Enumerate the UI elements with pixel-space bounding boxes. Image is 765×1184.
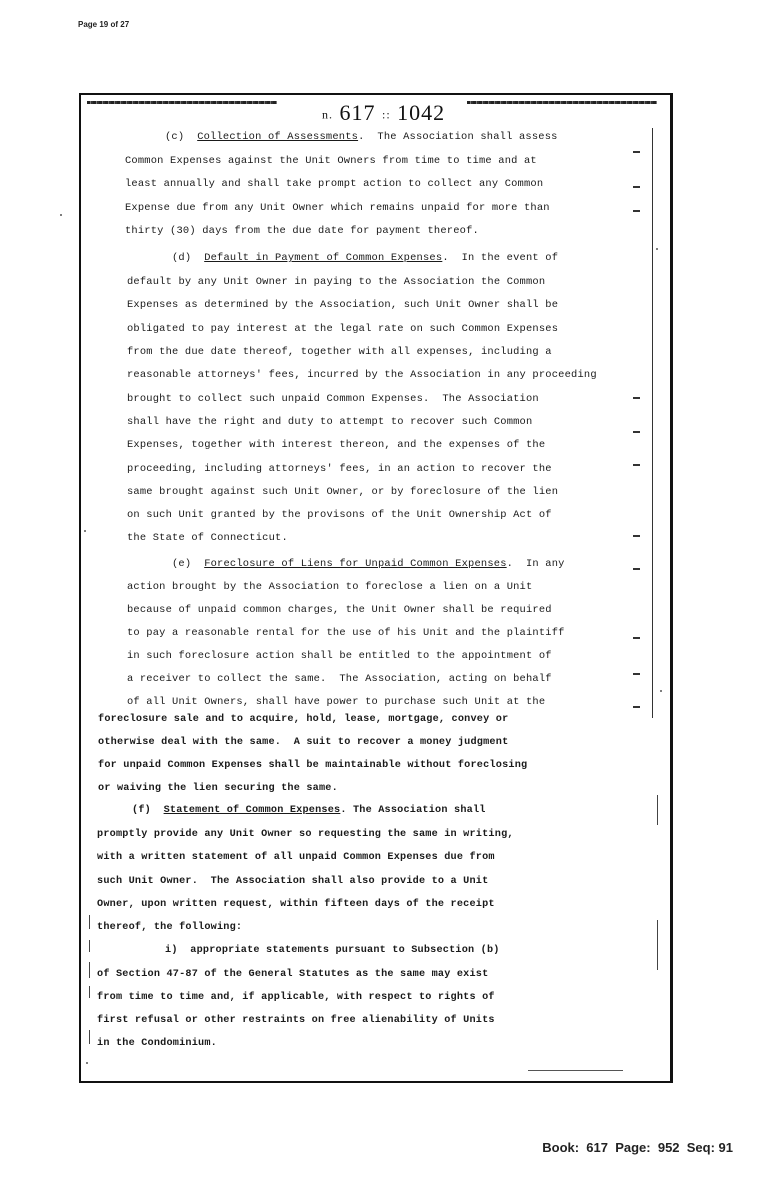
text-run: (e)	[172, 558, 205, 570]
text-run: brought to collect such unpaid Common Expenses. The Association	[127, 393, 539, 405]
margin-dash	[633, 397, 640, 399]
text-run: such Unit Owner. The Association shall also provide to a Unit	[97, 876, 489, 887]
text-run: reasonable attorneys' fees, incurred by the Association in any proceeding	[127, 369, 597, 381]
text-line	[127, 695, 545, 709]
scan-speck	[660, 690, 662, 692]
text-line	[125, 201, 550, 215]
text-line	[98, 713, 508, 727]
text-run: least annually and shall take prompt action to collect any Common	[125, 178, 544, 190]
scan-speck	[60, 214, 62, 216]
text-line	[127, 275, 545, 289]
margin-dash	[633, 706, 640, 708]
text-line	[98, 736, 508, 750]
text-run: obligated to pay interest at the legal rate on such Common Expenses	[127, 323, 559, 335]
margin-tick	[89, 962, 90, 978]
margin-tick	[89, 940, 90, 952]
text-line	[98, 782, 338, 796]
text-line	[127, 392, 539, 406]
text-line	[97, 875, 488, 889]
text-line	[127, 438, 545, 452]
text-run: of all Unit Owners, shall have power to purchase such Unit at the	[127, 696, 546, 708]
text-line	[97, 921, 242, 935]
text-run: first refusal or other restraints on free alienability of Units	[97, 1015, 495, 1026]
text-line	[127, 603, 552, 617]
text-run: (d)	[172, 252, 205, 264]
page-number-label: Page 19 of 27	[78, 20, 130, 29]
text-line	[97, 991, 495, 1005]
text-run: the State of Connecticut.	[127, 532, 288, 544]
text-run: . The Association shall assess	[358, 131, 558, 143]
margin-tick	[89, 986, 90, 998]
text-run: because of unpaid common charges, the Unit Owner shall be required	[127, 604, 552, 616]
margin-dash	[633, 673, 640, 675]
text-run: (c)	[165, 131, 198, 143]
margin-dash	[633, 210, 640, 212]
text-run: a receiver to collect the same. The Association, acting on behalf	[127, 673, 552, 685]
text-run: proceeding, including attorneys' fees, in an action to recover the	[127, 463, 552, 475]
book-page-stamp	[322, 100, 445, 126]
margin-tick	[89, 915, 90, 929]
text-run: promptly provide any Unit Owner so requesting the same in writing,	[97, 829, 514, 840]
text-run: Expense due from any Unit Owner which remains unpaid for more than	[125, 202, 550, 214]
text-run: or waiving the lien securing the same.	[98, 783, 338, 794]
margin-dash	[633, 151, 640, 153]
margin-dash	[633, 464, 640, 466]
text-line	[127, 298, 558, 312]
text-run: thirty (30) days from the due date for payment thereof.	[125, 225, 479, 237]
text-line	[97, 1014, 495, 1028]
text-line	[127, 672, 552, 686]
text-run: shall have the right and duty to attempt to recover such Common	[127, 416, 533, 428]
text-run: (f)	[132, 805, 164, 816]
text-run: from the due date thereof, together with all expenses, including a	[127, 346, 552, 358]
text-run: otherwise deal with the same. A suit to recover a money judgment	[98, 737, 509, 748]
header-rule-right	[467, 101, 657, 104]
text-run: . In any	[506, 558, 565, 570]
scan-speck	[656, 248, 658, 250]
margin-bar	[652, 128, 653, 718]
text-run: . The Association shall	[340, 805, 486, 816]
scan-speck	[86, 1062, 88, 1064]
text-line	[97, 1037, 217, 1051]
text-run: Expenses as determined by the Association, such Unit Owner shall be	[127, 299, 559, 311]
text-run: on such Unit granted by the provisons of the Unit Ownership Act of	[127, 509, 552, 521]
text-line	[127, 626, 565, 640]
section-heading: Statement of Common Expenses	[163, 805, 341, 816]
text-line	[127, 345, 552, 359]
text-run: action brought by the Association to foreclose a lien on a Unit	[127, 581, 533, 593]
margin-dash	[633, 535, 640, 537]
text-run: Owner, upon written request, within fifteen days of the receipt	[97, 899, 495, 910]
stamp-page-number: 1042	[397, 100, 446, 125]
text-line	[127, 485, 558, 499]
text-line	[127, 508, 552, 522]
header-rule-left	[87, 101, 277, 104]
text-run: of Section 47-87 of the General Statutes as the same may exist	[97, 969, 489, 980]
text-line	[132, 804, 486, 818]
text-line	[165, 944, 500, 958]
text-line	[127, 415, 532, 429]
text-line	[98, 759, 527, 773]
text-line	[127, 322, 558, 336]
text-run: same brought against such Unit Owner, or by foreclosure of the lien	[127, 486, 559, 498]
text-run: foreclosure sale and to acquire, hold, lease, mortgage, convey or	[98, 714, 509, 725]
text-run: Expenses, together with interest thereon, and the expenses of the	[127, 439, 546, 451]
text-run: for unpaid Common Expenses shall be maintainable without foreclosing	[98, 760, 528, 771]
margin-dash	[633, 637, 640, 639]
section-heading: Default in Payment of Common Expenses	[204, 252, 443, 264]
text-line	[127, 531, 288, 545]
text-line	[165, 130, 558, 144]
text-line	[125, 154, 537, 168]
text-run: default by any Unit Owner in paying to the Association the Common	[127, 276, 546, 288]
bottom-rule	[528, 1070, 623, 1071]
margin-dash	[633, 431, 640, 433]
text-run: . In the event of	[442, 252, 559, 264]
text-line	[97, 851, 495, 865]
margin-tick	[657, 920, 658, 970]
text-line	[97, 828, 514, 842]
recording-footer: Book: 617 Page: 952 Seq: 91	[542, 1140, 733, 1155]
scan-speck	[84, 530, 86, 532]
text-run: in the Condominium.	[97, 1038, 217, 1049]
text-line	[125, 224, 479, 238]
margin-dash	[633, 186, 640, 188]
text-run: i) appropriate statements pursuant to Subsection (b)	[165, 945, 500, 956]
text-line	[127, 368, 597, 382]
text-run: Common Expenses against the Unit Owners from time to time and at	[125, 155, 537, 167]
stamp-volume-mark: n.	[322, 107, 333, 122]
text-run: with a written statement of all unpaid Common Expenses due from	[97, 852, 495, 863]
margin-tick	[657, 795, 658, 825]
stamp-separator: ::	[382, 107, 391, 122]
text-run: thereof, the following:	[97, 922, 243, 933]
text-run: from time to time and, if applicable, with respect to rights of	[97, 992, 495, 1003]
section-heading: Collection of Assessments	[197, 131, 359, 143]
text-line	[127, 462, 552, 476]
section-heading: Foreclosure of Liens for Unpaid Common Expenses	[204, 558, 507, 570]
text-line	[172, 557, 565, 571]
text-line	[172, 251, 558, 265]
text-line	[127, 580, 532, 594]
text-line	[97, 968, 488, 982]
text-line	[127, 649, 552, 663]
margin-tick	[89, 1030, 90, 1044]
stamp-book-number: 617	[339, 100, 376, 125]
text-run: to pay a reasonable rental for the use of his Unit and the plaintiff	[127, 627, 565, 639]
text-line	[97, 898, 495, 912]
text-run: in such foreclosure action shall be entitled to the appointment of	[127, 650, 552, 662]
margin-dash	[633, 568, 640, 570]
text-line	[125, 177, 543, 191]
